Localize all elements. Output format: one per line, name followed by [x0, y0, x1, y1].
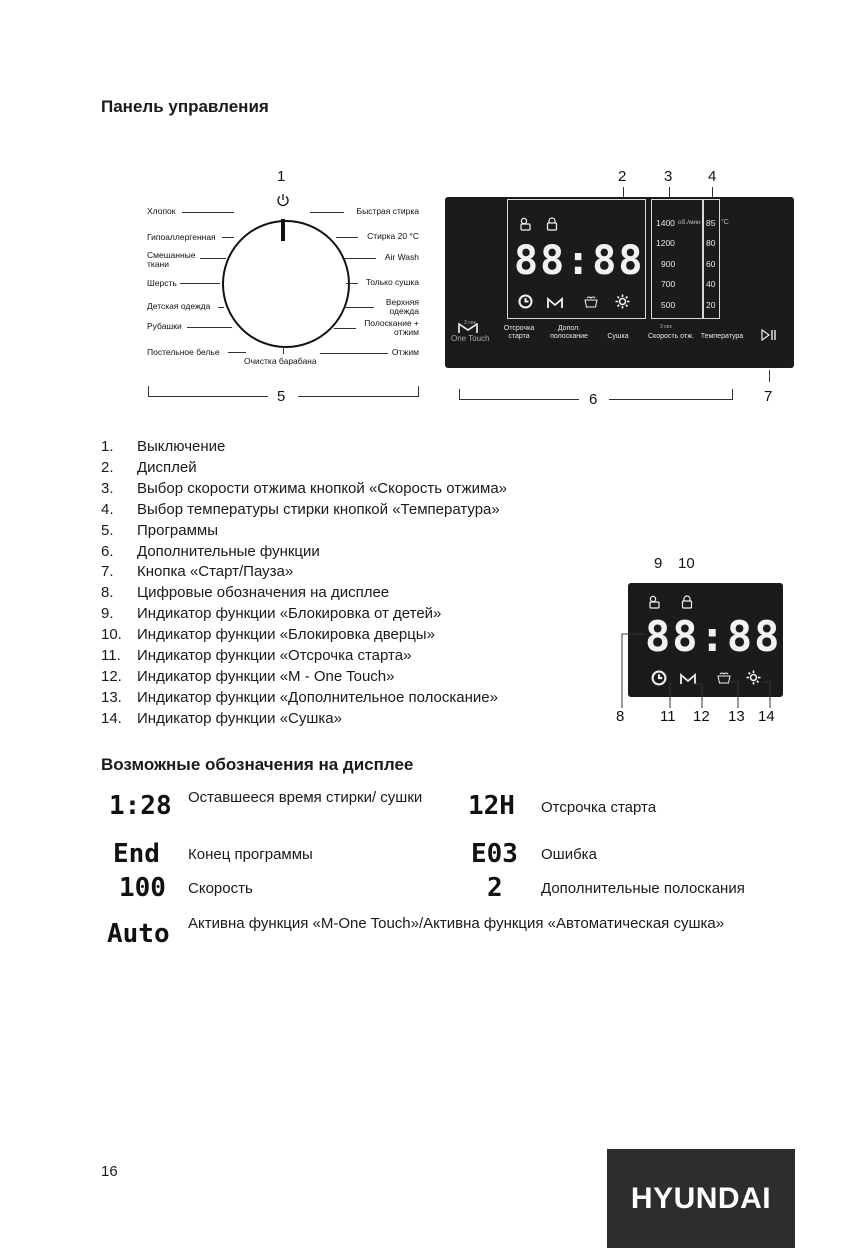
- speed-500: 500: [661, 300, 676, 310]
- leader-line: [222, 237, 234, 238]
- temp-85: 85: [706, 218, 716, 228]
- brand-logo: HYUNDAI: [607, 1149, 795, 1248]
- list-item: 14. Индикатор функции «Сушка»: [101, 709, 342, 727]
- list-item: 1. Выключение: [101, 438, 226, 455]
- section-title-control-panel: Панель управления: [101, 97, 269, 116]
- temp-60: 60: [706, 259, 716, 269]
- program-cotton: Хлопок: [147, 206, 176, 216]
- program-20c: Стирка 20 °C: [367, 231, 419, 241]
- code-desc: Конец программы: [188, 846, 313, 863]
- leader-line: [182, 212, 234, 213]
- code-desc: Оставшееся время стирки/ сушки: [188, 789, 423, 806]
- delay-start-button[interactable]: Отсрочка старта: [503, 325, 535, 340]
- leader-line: [769, 370, 770, 382]
- leader-line: [218, 307, 224, 308]
- door-lock-icon: [545, 217, 559, 233]
- page-number: 16: [101, 1163, 118, 1180]
- leader-line: [187, 327, 232, 328]
- leader-line: [200, 258, 226, 259]
- detail-leader-lines: [614, 632, 784, 710]
- speed-900: 900: [661, 259, 676, 269]
- speed-frame: [651, 199, 703, 319]
- code-auto: Auto: [107, 919, 170, 949]
- list-item: 8. Цифровые обозначения на дисплее: [101, 584, 390, 602]
- one-touch-badge: 3 сек: [464, 320, 476, 326]
- extra-rinse-button[interactable]: Допол. полоскание: [550, 325, 588, 340]
- callout-14: 14: [758, 708, 775, 725]
- callout-1: 1: [277, 168, 286, 185]
- one-touch-button[interactable]: One Touch: [451, 334, 490, 343]
- callout-8: 8: [616, 708, 625, 725]
- program-air-wash: Air Wash: [384, 252, 419, 262]
- program-kids: Детская одежда: [147, 301, 211, 311]
- code-desc: Отсрочка старта: [541, 799, 657, 816]
- dry-button[interactable]: Сушка: [607, 333, 629, 340]
- temp-40: 40: [706, 279, 716, 289]
- code-end: End: [113, 839, 160, 869]
- list-item: 7. Кнопка «Старт/Пауза»: [101, 563, 294, 581]
- callout-6: 6: [589, 391, 598, 408]
- callout-5: 5: [277, 388, 286, 405]
- detail-display-digits: 88:88: [645, 612, 782, 661]
- temperature-button[interactable]: Температура: [700, 333, 744, 340]
- code-remaining-time: 1:28: [109, 791, 172, 821]
- list-item: 9. Индикатор функции «Блокировка от детей»: [101, 605, 442, 623]
- program-shirts: Рубашки: [147, 321, 182, 331]
- dry-sun-icon: [615, 294, 630, 314]
- callout-12: 12: [693, 708, 710, 725]
- list-item: 11. Индикатор функции «Отсрочка старта»: [101, 647, 412, 665]
- callout-11: 11: [660, 708, 676, 725]
- play-pause-icon[interactable]: [761, 328, 777, 346]
- program-drum-clean: Очистка барабана: [244, 356, 317, 366]
- code-desc: Ошибка: [541, 846, 597, 863]
- program-outerwear: Верхняя одежда: [385, 297, 419, 316]
- spin-speed-button[interactable]: Скорость отж.: [648, 333, 694, 340]
- section-title-display-codes: Возможные обозначения на дисплее: [101, 755, 414, 774]
- dial-pointer: [281, 219, 285, 241]
- list-item: 6. Дополнительные функции: [101, 542, 320, 560]
- main-display-digits: 88:88: [514, 238, 645, 284]
- temp-unit: °C: [721, 219, 729, 226]
- program-mixed: Смешанные ткани: [147, 250, 196, 269]
- callout-13: 13: [728, 708, 745, 725]
- callout-10: 10: [678, 555, 695, 572]
- code-desc: Дополнительные полоскания: [541, 880, 745, 897]
- code-delay: 12H: [468, 791, 515, 821]
- lock-badge: 3 сек: [660, 324, 672, 330]
- program-bedding: Постельное белье: [147, 347, 220, 357]
- program-dry-only: Только сушка: [365, 277, 419, 287]
- program-spin: Отжим: [391, 347, 419, 357]
- callout-7: 7: [764, 388, 773, 405]
- one-touch-m-icon: [547, 296, 563, 314]
- list-item: 5. Программы: [101, 521, 219, 539]
- speed-unit: об./мин: [678, 219, 701, 226]
- list-item: 12. Индикатор функции «M - One Touch»: [101, 667, 395, 685]
- power-icon: [276, 193, 290, 207]
- temp-80: 80: [706, 238, 716, 248]
- child-lock-icon: [519, 217, 533, 233]
- code-desc: Активна функция «M-One Touch»/Активна функция «Автоматическая сушка»: [188, 915, 725, 932]
- leader-line: [283, 346, 284, 354]
- list-item: 2. Дисплей: [101, 458, 197, 476]
- code-speed: 100: [119, 873, 166, 903]
- code-error: E03: [471, 839, 518, 869]
- temp-20: 20: [706, 300, 716, 310]
- program-rinse-spin: Полоскание + отжим: [364, 318, 419, 337]
- program-hypoallergenic: Гипоаллергенная: [147, 232, 216, 242]
- leader-line: [180, 283, 220, 284]
- program-quick: Быстрая стирка: [356, 206, 419, 216]
- callout-3: 3: [664, 168, 673, 185]
- code-desc: Скорость: [188, 880, 253, 897]
- program-wool: Шерсть: [147, 278, 177, 288]
- callout-4: 4: [708, 168, 717, 185]
- leader-line: [228, 352, 246, 353]
- extra-rinse-icon: [583, 295, 599, 313]
- code-extra-rinse: 2: [487, 873, 503, 903]
- speed-700: 700: [661, 279, 676, 289]
- legend-list: [101, 437, 507, 730]
- list-item: 13. Индикатор функции «Дополнительное полоскание»: [101, 688, 498, 706]
- delay-start-icon: [518, 294, 533, 314]
- callout-9: 9: [654, 555, 663, 572]
- list-item: 3. Выбор скорости отжима кнопкой «Скорость отжима»: [101, 479, 508, 497]
- speed-1400: 1400: [656, 218, 675, 228]
- speed-1200: 1200: [656, 238, 675, 248]
- callout-2: 2: [618, 168, 627, 185]
- list-item: 10. Индикатор функции «Блокировка дверцы»: [101, 626, 435, 644]
- list-item: 4. Выбор температуры стирки кнопкой «Температура»: [101, 500, 500, 518]
